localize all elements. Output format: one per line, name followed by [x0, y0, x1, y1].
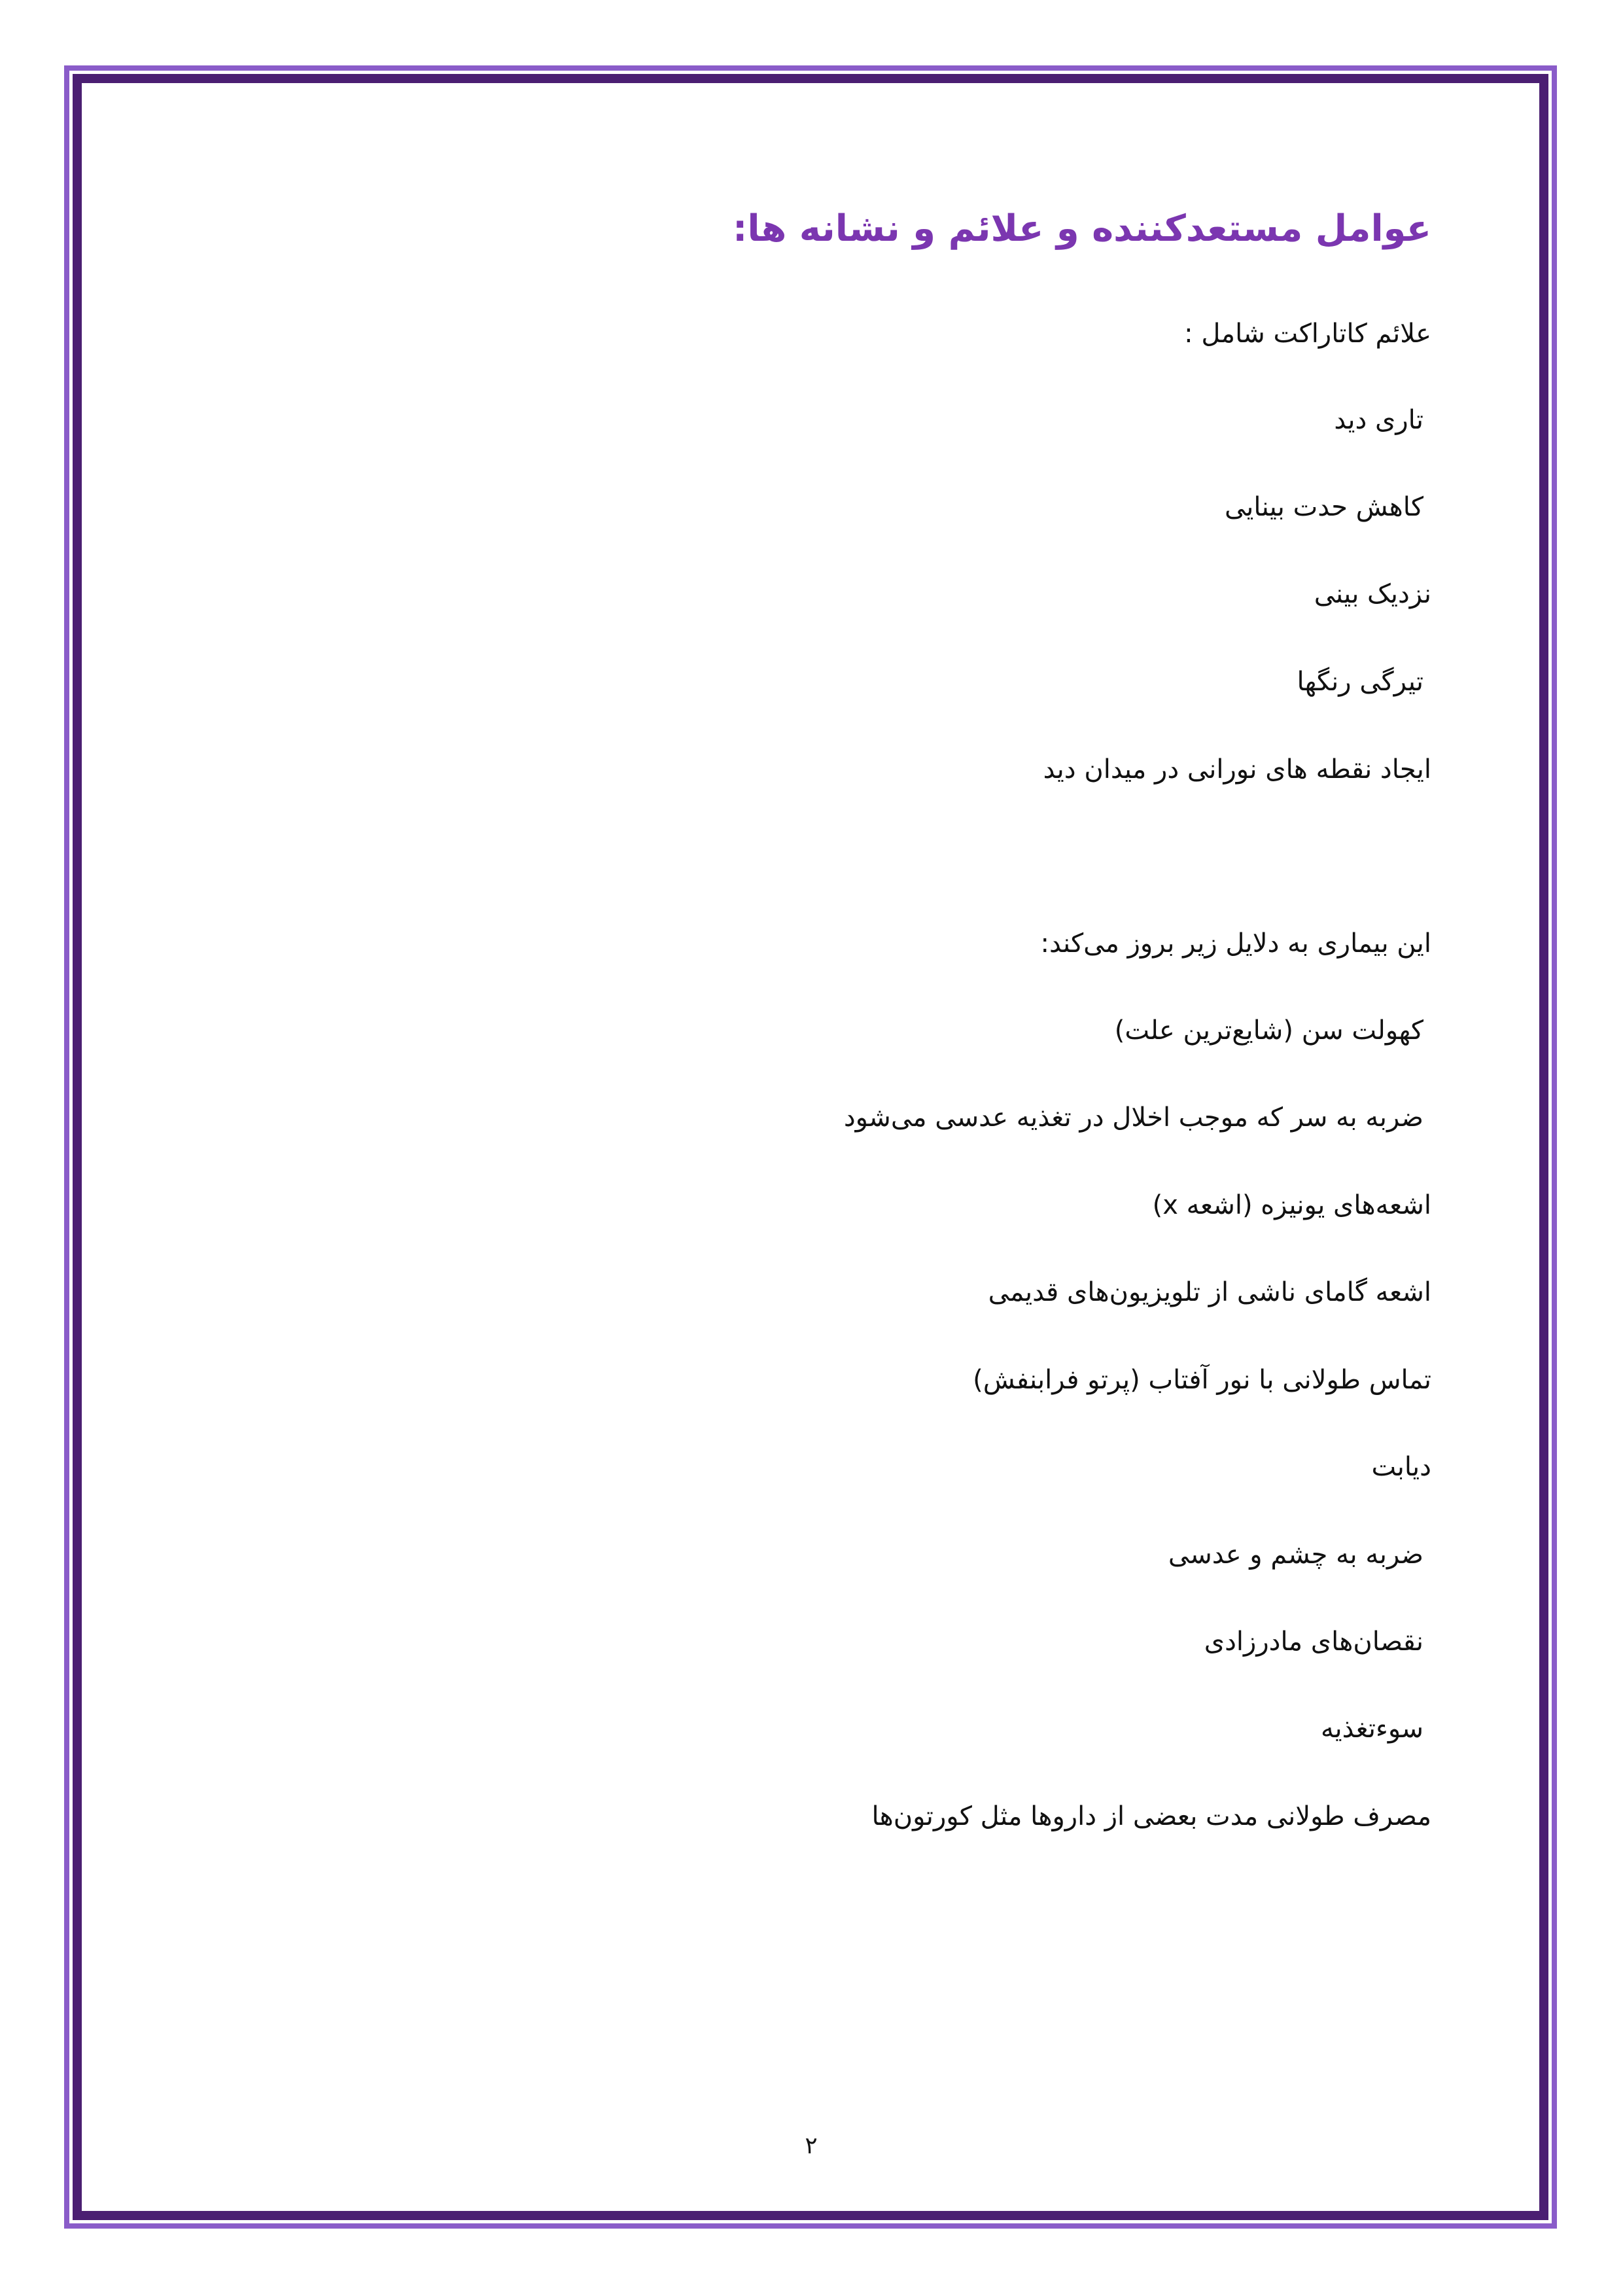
cause-item: تماس طولانی با نور آفتاب (پرتو فرابنفش) [973, 1365, 1431, 1395]
symptoms-intro: علائم کاتاراکت شامل : [1184, 319, 1431, 349]
page-number: ۲ [805, 2132, 818, 2159]
cause-item: مصرف طولانی مدت بعضی از داروها مثل کورتون‌ها [871, 1801, 1431, 1831]
section-heading: عوامل مستعدکننده و علائم و نشانه ها: [733, 207, 1431, 250]
symptom-item: نزدیک بینی [1314, 579, 1431, 609]
cause-item: دیابت [1371, 1452, 1431, 1482]
symptom-item: تاری دید [1334, 405, 1423, 435]
symptom-item: کاهش حدت بینایی [1224, 492, 1423, 522]
symptom-item: ایجاد نقطه های نورانی در میدان دید [1043, 754, 1431, 785]
cause-item: ضربه به چشم و عدسی [1168, 1540, 1423, 1570]
page-border-inner [73, 74, 1548, 2220]
symptom-item: تیرگی رنگها [1297, 667, 1423, 697]
cause-item: ضربه به سر که موجب اخلال در تغذیه عدسی می‌شود [843, 1103, 1423, 1133]
cause-item: کهولت سن (شایع‌ترین علت) [1114, 1016, 1423, 1046]
causes-intro: این بیماری به دلایل زیر بروز می‌کند: [1040, 928, 1431, 959]
cause-item: نقصان‌های مادرزادی [1204, 1627, 1423, 1657]
cause-item: اشعه‌های یونیزه (اشعه x) [1152, 1190, 1431, 1220]
cause-item: سوءتغذیه [1321, 1714, 1423, 1744]
cause-item: اشعه گامای ناشی از تلویزیون‌های قدیمی [988, 1277, 1431, 1307]
